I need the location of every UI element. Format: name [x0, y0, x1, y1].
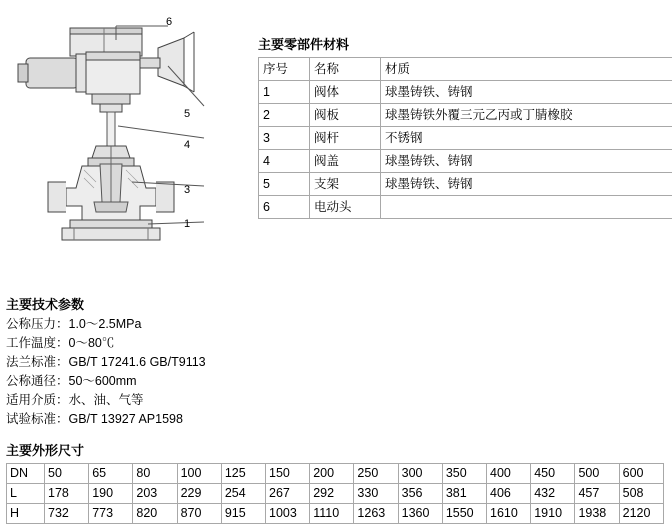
cell-dn: 150 — [266, 464, 310, 484]
tech-param-test-standard: 试验标准：GB/T 13927 AP1598 — [6, 412, 183, 426]
tech-param-temperature: 工作温度：0～80℃ — [6, 336, 115, 350]
tech-param-medium: 适用介质：水、油、气等 — [6, 393, 144, 407]
valve-diagram — [8, 6, 248, 264]
materials-title: 主要零部件材料 — [258, 37, 350, 52]
cell-dn: 80 — [133, 464, 177, 484]
cell-dn: 100 — [177, 464, 221, 484]
table-row — [259, 173, 672, 196]
cell-dn: 50 — [45, 464, 89, 484]
header-material: 材质 — [381, 58, 672, 81]
cell-l: 267 — [266, 484, 310, 504]
cell-h: 1360 — [398, 504, 442, 524]
cell-no: 3 — [259, 127, 310, 150]
callout-5: 5 — [184, 108, 191, 120]
cell-l: 178 — [45, 484, 89, 504]
cell-h: 820 — [133, 504, 177, 524]
cell-name: 支架 — [310, 173, 381, 196]
cell-name: 阀杆 — [310, 127, 381, 150]
cell-h: 773 — [89, 504, 133, 524]
cell-l: 203 — [133, 484, 177, 504]
cell-material: 球墨铸铁、铸钢 — [381, 81, 672, 104]
cell-name: 阀体 — [310, 81, 381, 104]
cell-h: 1938 — [575, 504, 619, 524]
row-label-l: L — [7, 484, 45, 504]
cell-h: 870 — [177, 504, 221, 524]
cell-l: 432 — [531, 484, 575, 504]
tech-param-nominal-diameter: 公称通径：50～600mm — [6, 374, 137, 388]
cell-h: 2120 — [619, 504, 663, 524]
cell-l: 356 — [398, 484, 442, 504]
dimensions-table — [6, 463, 664, 524]
table-row — [259, 81, 672, 104]
valve-drawing-svg — [8, 6, 248, 264]
dimensions-section — [6, 441, 666, 524]
cell-material: 不锈钢 — [381, 127, 672, 150]
header-no: 序号 — [259, 58, 310, 81]
cell-dn: 65 — [89, 464, 133, 484]
table-row — [259, 150, 672, 173]
callout-1: 1 — [184, 218, 191, 230]
cell-no: 5 — [259, 173, 310, 196]
cell-h: 732 — [45, 504, 89, 524]
dimensions-title: 主要外形尺寸 — [6, 443, 85, 458]
cell-h: 915 — [221, 504, 265, 524]
callout-4: 4 — [184, 139, 191, 151]
cell-l: 254 — [221, 484, 265, 504]
cell-no: 2 — [259, 104, 310, 127]
cell-material: 球墨铸铁外覆三元乙丙或丁腈橡胶 — [381, 104, 672, 127]
table-row-h — [7, 504, 664, 524]
row-label-dn: DN — [7, 464, 45, 484]
materials-section — [258, 34, 664, 219]
table-row-l — [7, 484, 664, 504]
row-label-h: H — [7, 504, 45, 524]
cell-h: 1263 — [354, 504, 398, 524]
cell-dn: 125 — [221, 464, 265, 484]
tech-params-title: 主要技术参数 — [6, 297, 85, 312]
cell-name: 阀板 — [310, 104, 381, 127]
header-name: 名称 — [310, 58, 381, 81]
table-row — [259, 127, 672, 150]
cell-material: 球墨铸铁、铸钢 — [381, 173, 672, 196]
table-row — [259, 196, 672, 219]
cell-dn: 500 — [575, 464, 619, 484]
cell-dn: 300 — [398, 464, 442, 484]
cell-l: 190 — [89, 484, 133, 504]
cell-h: 1910 — [531, 504, 575, 524]
callout-3: 3 — [184, 184, 191, 196]
tech-param-flange-standard: 法兰标准：GB/T 17241.6 GB/T9113 — [6, 355, 206, 369]
cell-l: 292 — [310, 484, 354, 504]
cell-dn: 250 — [354, 464, 398, 484]
cell-h: 1003 — [266, 504, 310, 524]
callout-6: 6 — [166, 16, 173, 28]
cell-h: 1110 — [310, 504, 354, 524]
cell-dn: 350 — [442, 464, 486, 484]
materials-table — [258, 57, 672, 219]
cell-l: 406 — [487, 484, 531, 504]
cell-dn: 200 — [310, 464, 354, 484]
cell-l: 457 — [575, 484, 619, 504]
cell-h: 1550 — [442, 504, 486, 524]
cell-no: 1 — [259, 81, 310, 104]
cell-l: 381 — [442, 484, 486, 504]
cell-h: 1610 — [487, 504, 531, 524]
table-row-dn — [7, 464, 664, 484]
table-row — [259, 104, 672, 127]
cell-no: 4 — [259, 150, 310, 173]
cell-dn: 600 — [619, 464, 663, 484]
table-header-row — [259, 58, 672, 81]
cell-l: 229 — [177, 484, 221, 504]
cell-l: 330 — [354, 484, 398, 504]
cell-no: 6 — [259, 196, 310, 219]
cell-name: 阀盖 — [310, 150, 381, 173]
cell-name: 电动头 — [310, 196, 381, 219]
tech-param-pressure: 公称压力：1.0～2.5MPa — [6, 317, 142, 331]
tech-params-section — [6, 295, 366, 429]
cell-material — [381, 196, 672, 219]
cell-dn: 400 — [487, 464, 531, 484]
cell-dn: 450 — [531, 464, 575, 484]
cell-l: 508 — [619, 484, 663, 504]
cell-material: 球墨铸铁、铸钢 — [381, 150, 672, 173]
